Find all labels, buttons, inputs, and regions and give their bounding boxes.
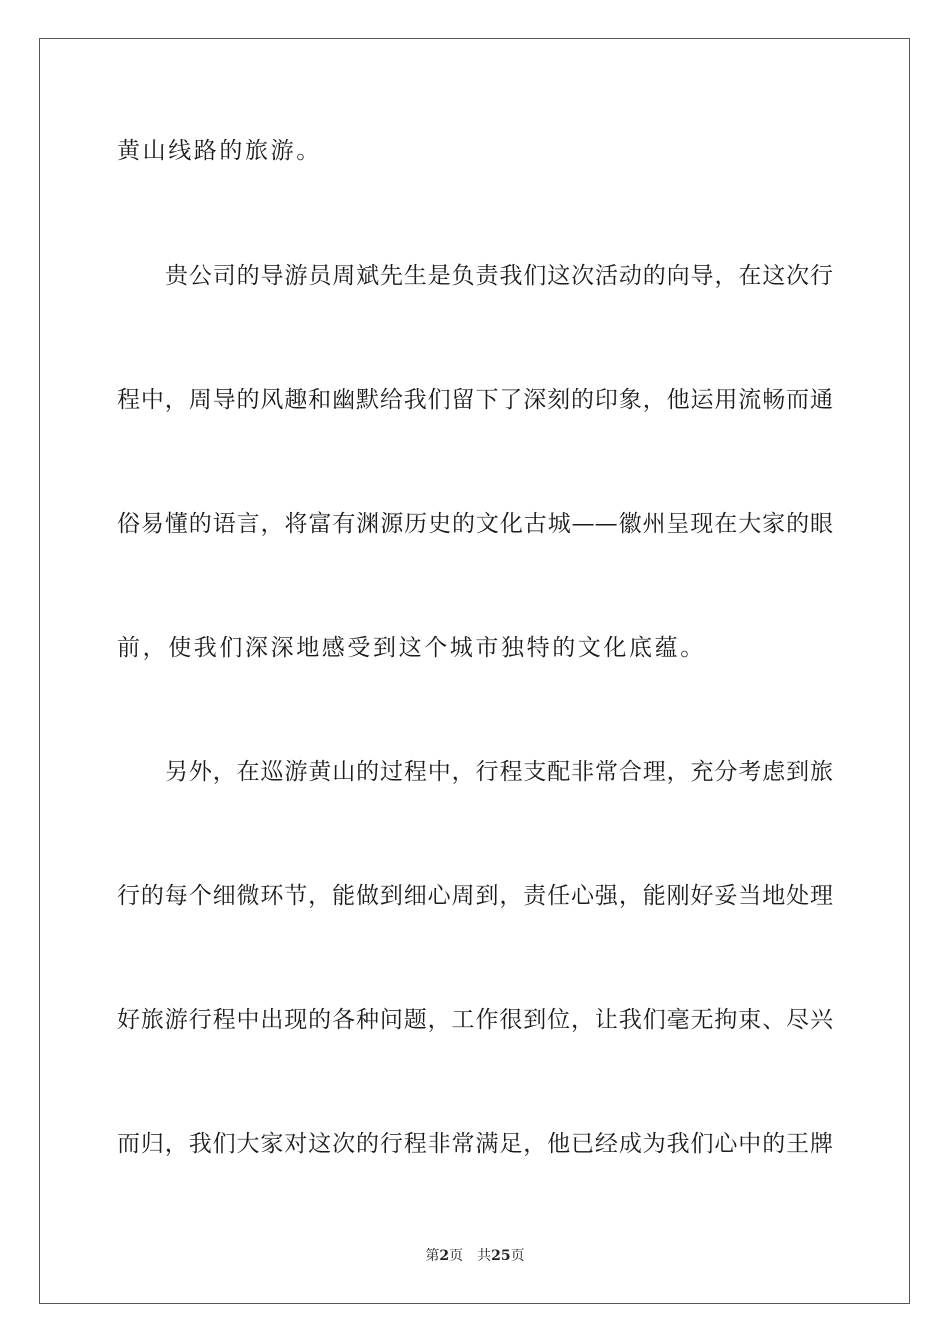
page-suffix: 页 — [449, 1248, 464, 1264]
total-pages: 25 — [491, 1248, 511, 1264]
page-number: 2 — [439, 1248, 450, 1264]
text-line-7: 行的每个细微环节，能做到细心周到，责任心强，能刚好妥当地处理 — [117, 883, 833, 909]
page-border — [39, 38, 910, 1304]
text-line-5: 前，使我们深深地感受到这个城市独特的文化底蕴。 — [117, 635, 706, 661]
text-line-6: 另外，在巡游黄山的过程中，行程支配非常合理，充分考虑到旅 — [165, 759, 833, 785]
page-footer — [0, 1247, 950, 1265]
text-line-3: 程中，周导的风趣和幽默给我们留下了深刻的印象，他运用流畅而通 — [117, 387, 833, 413]
total-suffix: 页 — [510, 1248, 525, 1264]
page-prefix: 第 — [425, 1248, 440, 1264]
text-line-2: 贵公司的导游员周斌先生是负责我们这次活动的向导，在这次行 — [165, 263, 833, 289]
total-prefix: 共 — [477, 1248, 492, 1264]
text-line-9: 而归，我们大家对这次的行程非常满足，他已经成为我们心中的王牌 — [117, 1131, 833, 1157]
text-line-1: 黄山线路的旅游。 — [117, 138, 322, 164]
text-line-4: 俗易懂的语言，将富有渊源历史的文化古城——徽州呈现在大家的眼 — [117, 511, 833, 537]
text-line-8: 好旅游行程中出现的各种问题，工作很到位，让我们毫无拘束、尽兴 — [117, 1007, 833, 1033]
